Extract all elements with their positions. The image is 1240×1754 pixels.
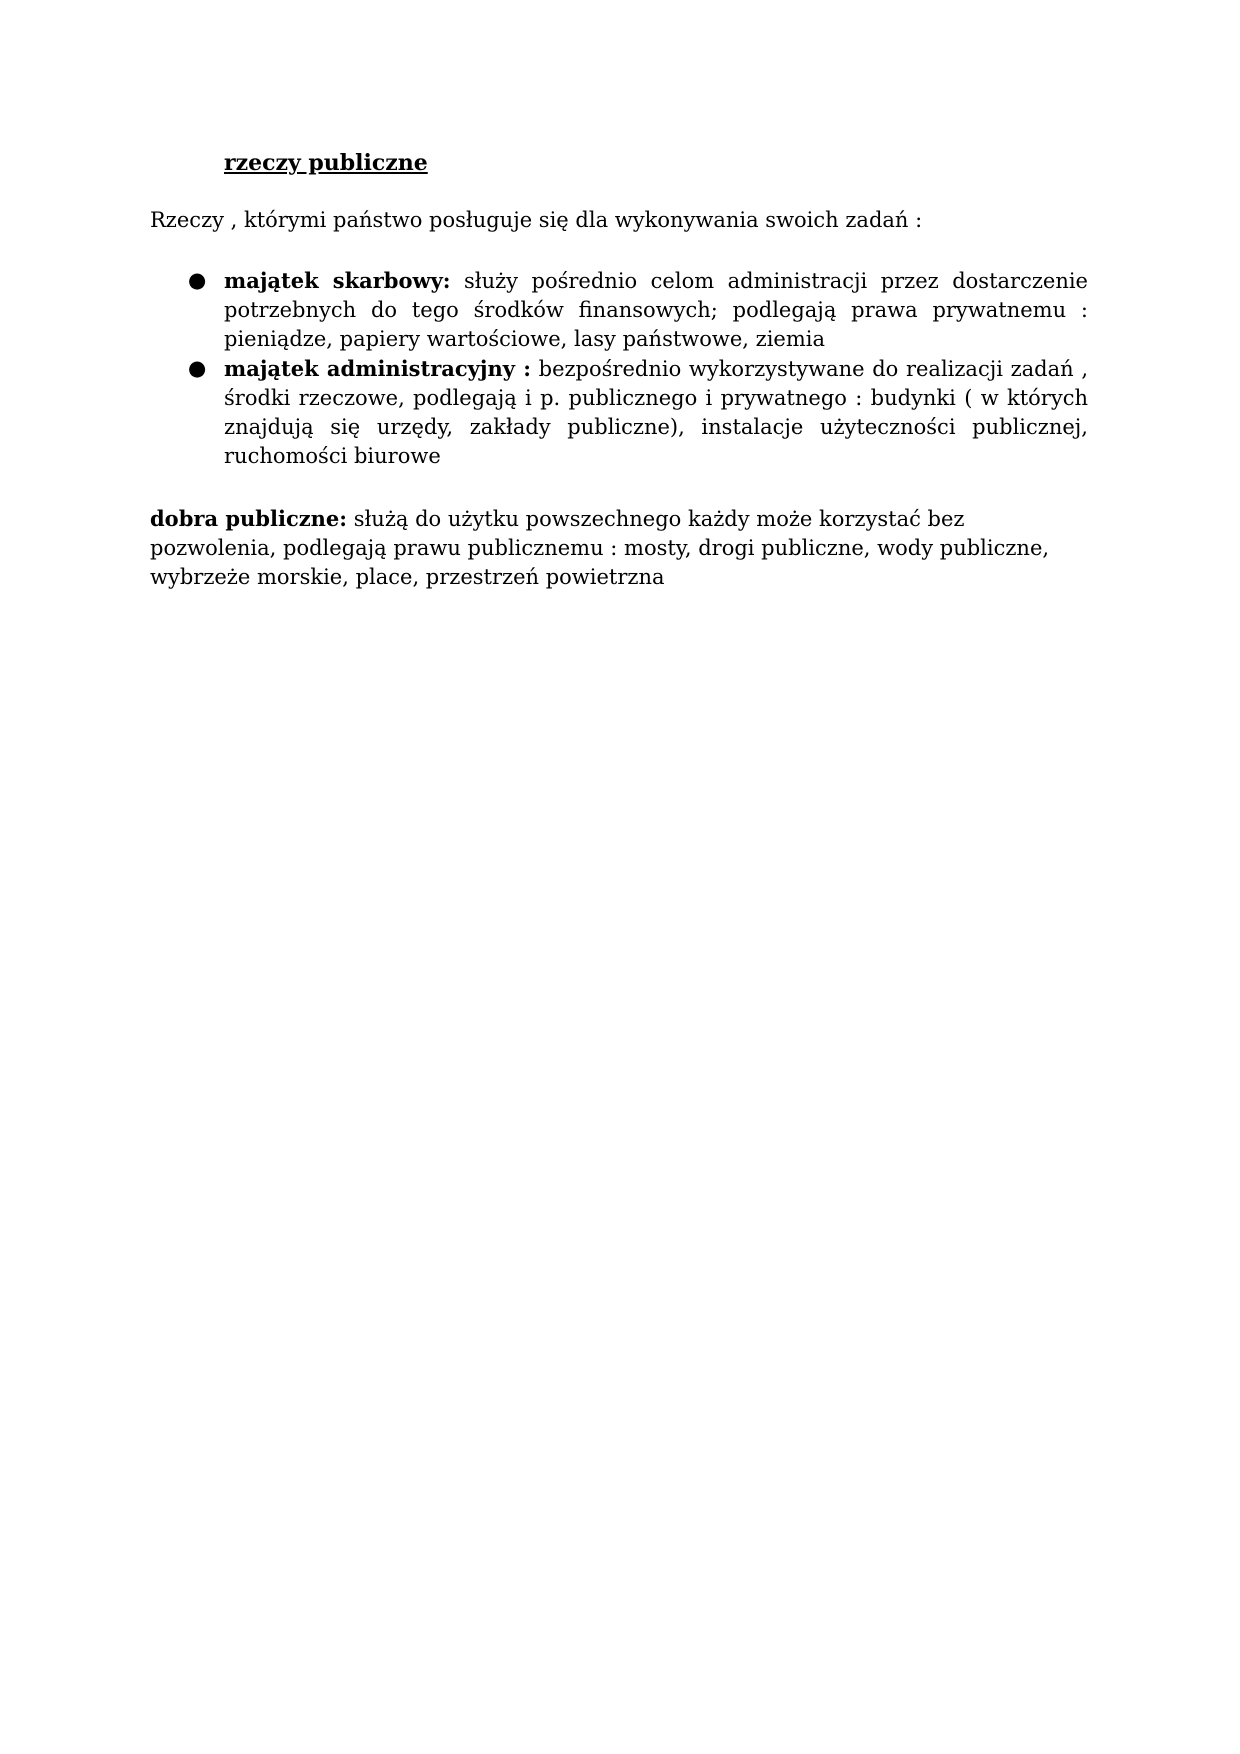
bullet-icon: ●	[188, 268, 207, 292]
bullet-list	[188, 266, 1088, 471]
list-item-text: bezpośrednio wykorzystywane do realizacji zadań , środki rzeczowe, podlegają i p. publicznego i prywatnego : budynki ( w których znajdują się urzędy, zakłady publiczne), instalacje użyteczności publicznej, ruchomości biurowe	[224, 357, 1088, 468]
list-item-term: majątek skarbowy:	[224, 268, 451, 293]
bullet-icon: ●	[188, 356, 207, 380]
list-item	[188, 266, 1088, 354]
list-item-term: majątek administracyjny :	[224, 356, 531, 381]
paragraph-text: służą do użytku powszechnego każdy może korzystać bez pozwolenia, podlegają prawu publicznemu : mosty, drogi publiczne, wody publiczne, wybrzeże morskie, place, przestrzeń powietrzna	[150, 507, 1050, 589]
list-item	[188, 354, 1088, 471]
list-item-text: służy pośrednio celom administracji przez dostarczenie potrzebnych do tego środków finansowych; podlegają prawa prywatnemu : pieniądze, papiery wartościowe, lasy państwowe, ziemia	[224, 269, 1088, 351]
public-goods-paragraph	[150, 504, 1080, 592]
document-title: rzeczy publiczne	[224, 150, 428, 176]
paragraph-term: dobra publiczne:	[150, 506, 348, 531]
intro-line: Rzeczy , którymi państwo posługuje się dla wykonywania swoich zadań :	[150, 208, 923, 232]
